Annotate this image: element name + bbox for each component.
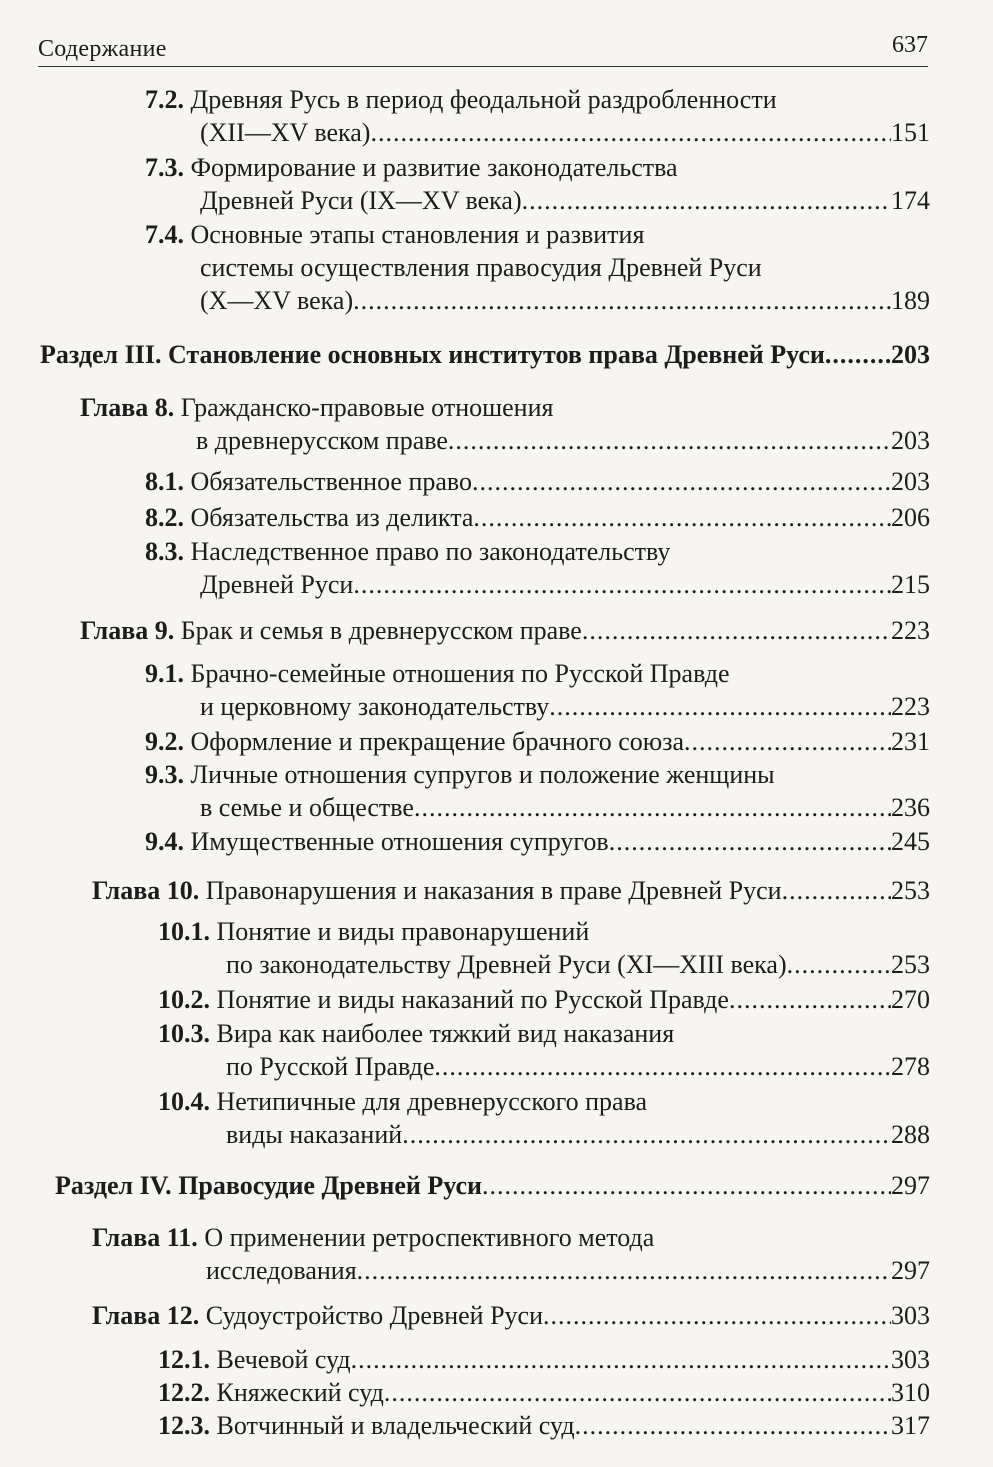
toc-number: 7.2.	[145, 85, 184, 114]
toc-title: Брак и семья в древнерусском праве	[180, 616, 582, 645]
toc-title: Нетипичные для древнерусского права	[216, 1087, 648, 1116]
toc-title: Оформление и прекращение брачного союза	[190, 727, 685, 756]
toc-page: 203	[891, 340, 930, 369]
toc-entry-9-3-line2	[200, 792, 930, 824]
toc-title: в семье и обществе	[200, 793, 414, 822]
toc-entry-9-1-line2	[200, 691, 930, 723]
toc-page: 278	[891, 1052, 930, 1081]
toc-chapter-8-line1	[80, 392, 553, 424]
toc-title: системы осуществления правосудия Древней Руси	[200, 253, 762, 282]
toc-number: 8.1.	[145, 467, 184, 496]
page-header	[38, 30, 928, 67]
toc-page: 174	[891, 186, 930, 215]
toc-entry-12-1	[158, 1344, 930, 1376]
toc-entry-10-1-line2	[226, 949, 930, 981]
toc-title: Вира как наиболее тяжкий вид наказания	[216, 1019, 675, 1048]
toc-number: 7.3.	[145, 153, 184, 182]
toc-title: Вечевой суд	[216, 1345, 351, 1374]
toc-entry-7-2-line1	[145, 84, 777, 116]
toc-page: 245	[891, 827, 930, 856]
toc-number: 7.4.	[145, 220, 184, 249]
toc-title: Брачно-семейные отношения по Русской Правде	[190, 659, 730, 688]
toc-chapter-8-line2	[196, 425, 930, 457]
toc-title: Имущественные отношения супругов	[190, 827, 609, 856]
toc-section-4	[55, 1170, 930, 1202]
toc-page: 223	[891, 692, 930, 721]
toc-number: Раздел III.	[40, 340, 162, 369]
toc-number: 9.3.	[145, 760, 184, 789]
toc-title: исследования	[206, 1256, 357, 1285]
toc-number: Глава 10.	[92, 876, 200, 905]
toc-entry-9-4	[145, 826, 930, 858]
toc-chapter-11-line1	[92, 1222, 654, 1254]
toc-entry-10-3-line2	[226, 1051, 930, 1083]
toc-entry-10-3-line1	[158, 1018, 674, 1050]
toc-page: 215	[891, 570, 930, 599]
toc-section-3	[40, 339, 930, 371]
toc-title: Гражданско-правовые отношения	[180, 393, 554, 422]
toc-title: по Русской Правде	[226, 1052, 435, 1081]
toc-title: Становление основных институтов права Древней Руси	[168, 340, 825, 369]
toc-number: Глава 11.	[92, 1223, 198, 1252]
toc-number: 8.2.	[145, 503, 184, 532]
toc-title: Вотчинный и владельческий суд	[216, 1411, 575, 1440]
toc-number: Глава 12.	[92, 1301, 200, 1330]
toc-entry-7-3-line1	[145, 152, 678, 184]
toc-title: Основные этапы становления и развития	[190, 220, 645, 249]
toc-number: 9.1.	[145, 659, 184, 688]
toc-entry-7-4-line3	[200, 285, 930, 317]
toc-title: и церковному законодательству	[200, 692, 550, 721]
toc-page: 297	[891, 1256, 930, 1285]
toc-title: Древняя Русь в период феодальной раздробленности	[190, 85, 777, 114]
toc-page: 203	[891, 426, 930, 455]
toc-page: 223	[891, 616, 930, 645]
toc-title: Княжеский суд	[216, 1378, 384, 1407]
toc-number: Раздел IV.	[55, 1171, 172, 1200]
toc-number: 8.3.	[145, 537, 184, 566]
toc-entry-8-3-line1	[145, 536, 670, 568]
toc-page: 253	[891, 950, 930, 979]
toc-page: 253	[891, 876, 930, 905]
toc-page: 270	[891, 985, 930, 1014]
toc-entry-7-4-line1	[145, 219, 644, 251]
toc-entry-8-2	[145, 502, 930, 534]
toc-number: 10.2.	[158, 985, 210, 1014]
toc-page: 303	[891, 1345, 930, 1374]
toc-page: 317	[891, 1411, 930, 1440]
toc-entry-10-4-line1	[158, 1086, 647, 1118]
toc-entry-8-1	[145, 466, 930, 498]
toc-entry-10-1-line1	[158, 916, 589, 948]
toc-page: 288	[891, 1120, 930, 1149]
toc-page: 297	[891, 1171, 930, 1200]
toc-title: Древней Руси	[200, 570, 354, 599]
toc-page: 231	[891, 727, 930, 756]
toc-number: 12.3.	[158, 1411, 210, 1440]
toc-page: 151	[891, 118, 930, 147]
toc-title: Правонарушения и наказания в праве Древней Руси	[205, 876, 782, 905]
toc-title: Обязательства из деликта	[190, 503, 474, 532]
toc-chapter-12	[92, 1300, 930, 1332]
toc-entry-7-3-line2	[200, 185, 930, 217]
toc-title: Правосудие Древней Руси	[178, 1171, 482, 1200]
toc-entry-9-2	[145, 726, 930, 758]
toc-title: (XII—XV века)	[200, 118, 371, 147]
toc-title: Понятие и виды наказаний по Русской Правде	[216, 985, 729, 1014]
toc-title: Судоустройство Древней Руси	[205, 1301, 544, 1330]
toc-number: 10.3.	[158, 1019, 210, 1048]
toc-chapter-10	[92, 875, 930, 907]
toc-number: Глава 8.	[80, 393, 175, 422]
toc-entry-7-2-line2	[200, 117, 930, 149]
toc-number: 9.4.	[145, 827, 184, 856]
toc-title: Обязательственное право	[190, 467, 472, 496]
toc-number: 12.2.	[158, 1378, 210, 1407]
toc-title: Древней Руси (IX—XV века)	[200, 186, 522, 215]
toc-entry-10-4-line2	[226, 1119, 930, 1151]
page-number: 637	[892, 32, 928, 58]
toc-page: 303	[891, 1301, 930, 1330]
toc-entry-10-2	[158, 984, 930, 1016]
toc-page: 310	[891, 1378, 930, 1407]
toc-number: 10.4.	[158, 1087, 210, 1116]
toc-entry-9-3-line1	[145, 759, 775, 791]
toc-page: 189	[891, 286, 930, 315]
toc-page: 236	[891, 793, 930, 822]
toc-title: Наследственное право по законодательству	[190, 537, 671, 566]
toc-title: (X—XV века)	[200, 286, 354, 315]
toc-chapter-11-line2	[206, 1255, 930, 1287]
toc-entry-8-3-line2	[200, 569, 930, 601]
toc-title: по законодательству Древней Руси (XI—XIII века)	[226, 950, 787, 979]
toc-entry-7-4-line2	[200, 252, 762, 284]
toc-title: в древнерусском праве	[196, 426, 448, 455]
toc-title: Понятие и виды правонарушений	[216, 917, 590, 946]
toc-chapter-9	[80, 615, 930, 647]
toc-title: Формирование и развитие законодательства	[190, 153, 678, 182]
toc-page: 203	[891, 467, 930, 496]
toc-number: 12.1.	[158, 1345, 210, 1374]
toc-number: 9.2.	[145, 727, 184, 756]
running-title: Содержание	[38, 36, 167, 62]
toc-number: 10.1.	[158, 917, 210, 946]
toc-entry-9-1-line1	[145, 658, 729, 690]
toc-title: виды наказаний	[226, 1120, 403, 1149]
toc-title: Личные отношения супругов и положение женщины	[190, 760, 775, 789]
toc-page: 206	[891, 503, 930, 532]
toc-title: О применении ретроспективного метода	[204, 1223, 655, 1252]
toc-entry-12-3	[158, 1410, 930, 1442]
toc-number: Глава 9.	[80, 616, 175, 645]
toc-entry-12-2	[158, 1377, 930, 1409]
